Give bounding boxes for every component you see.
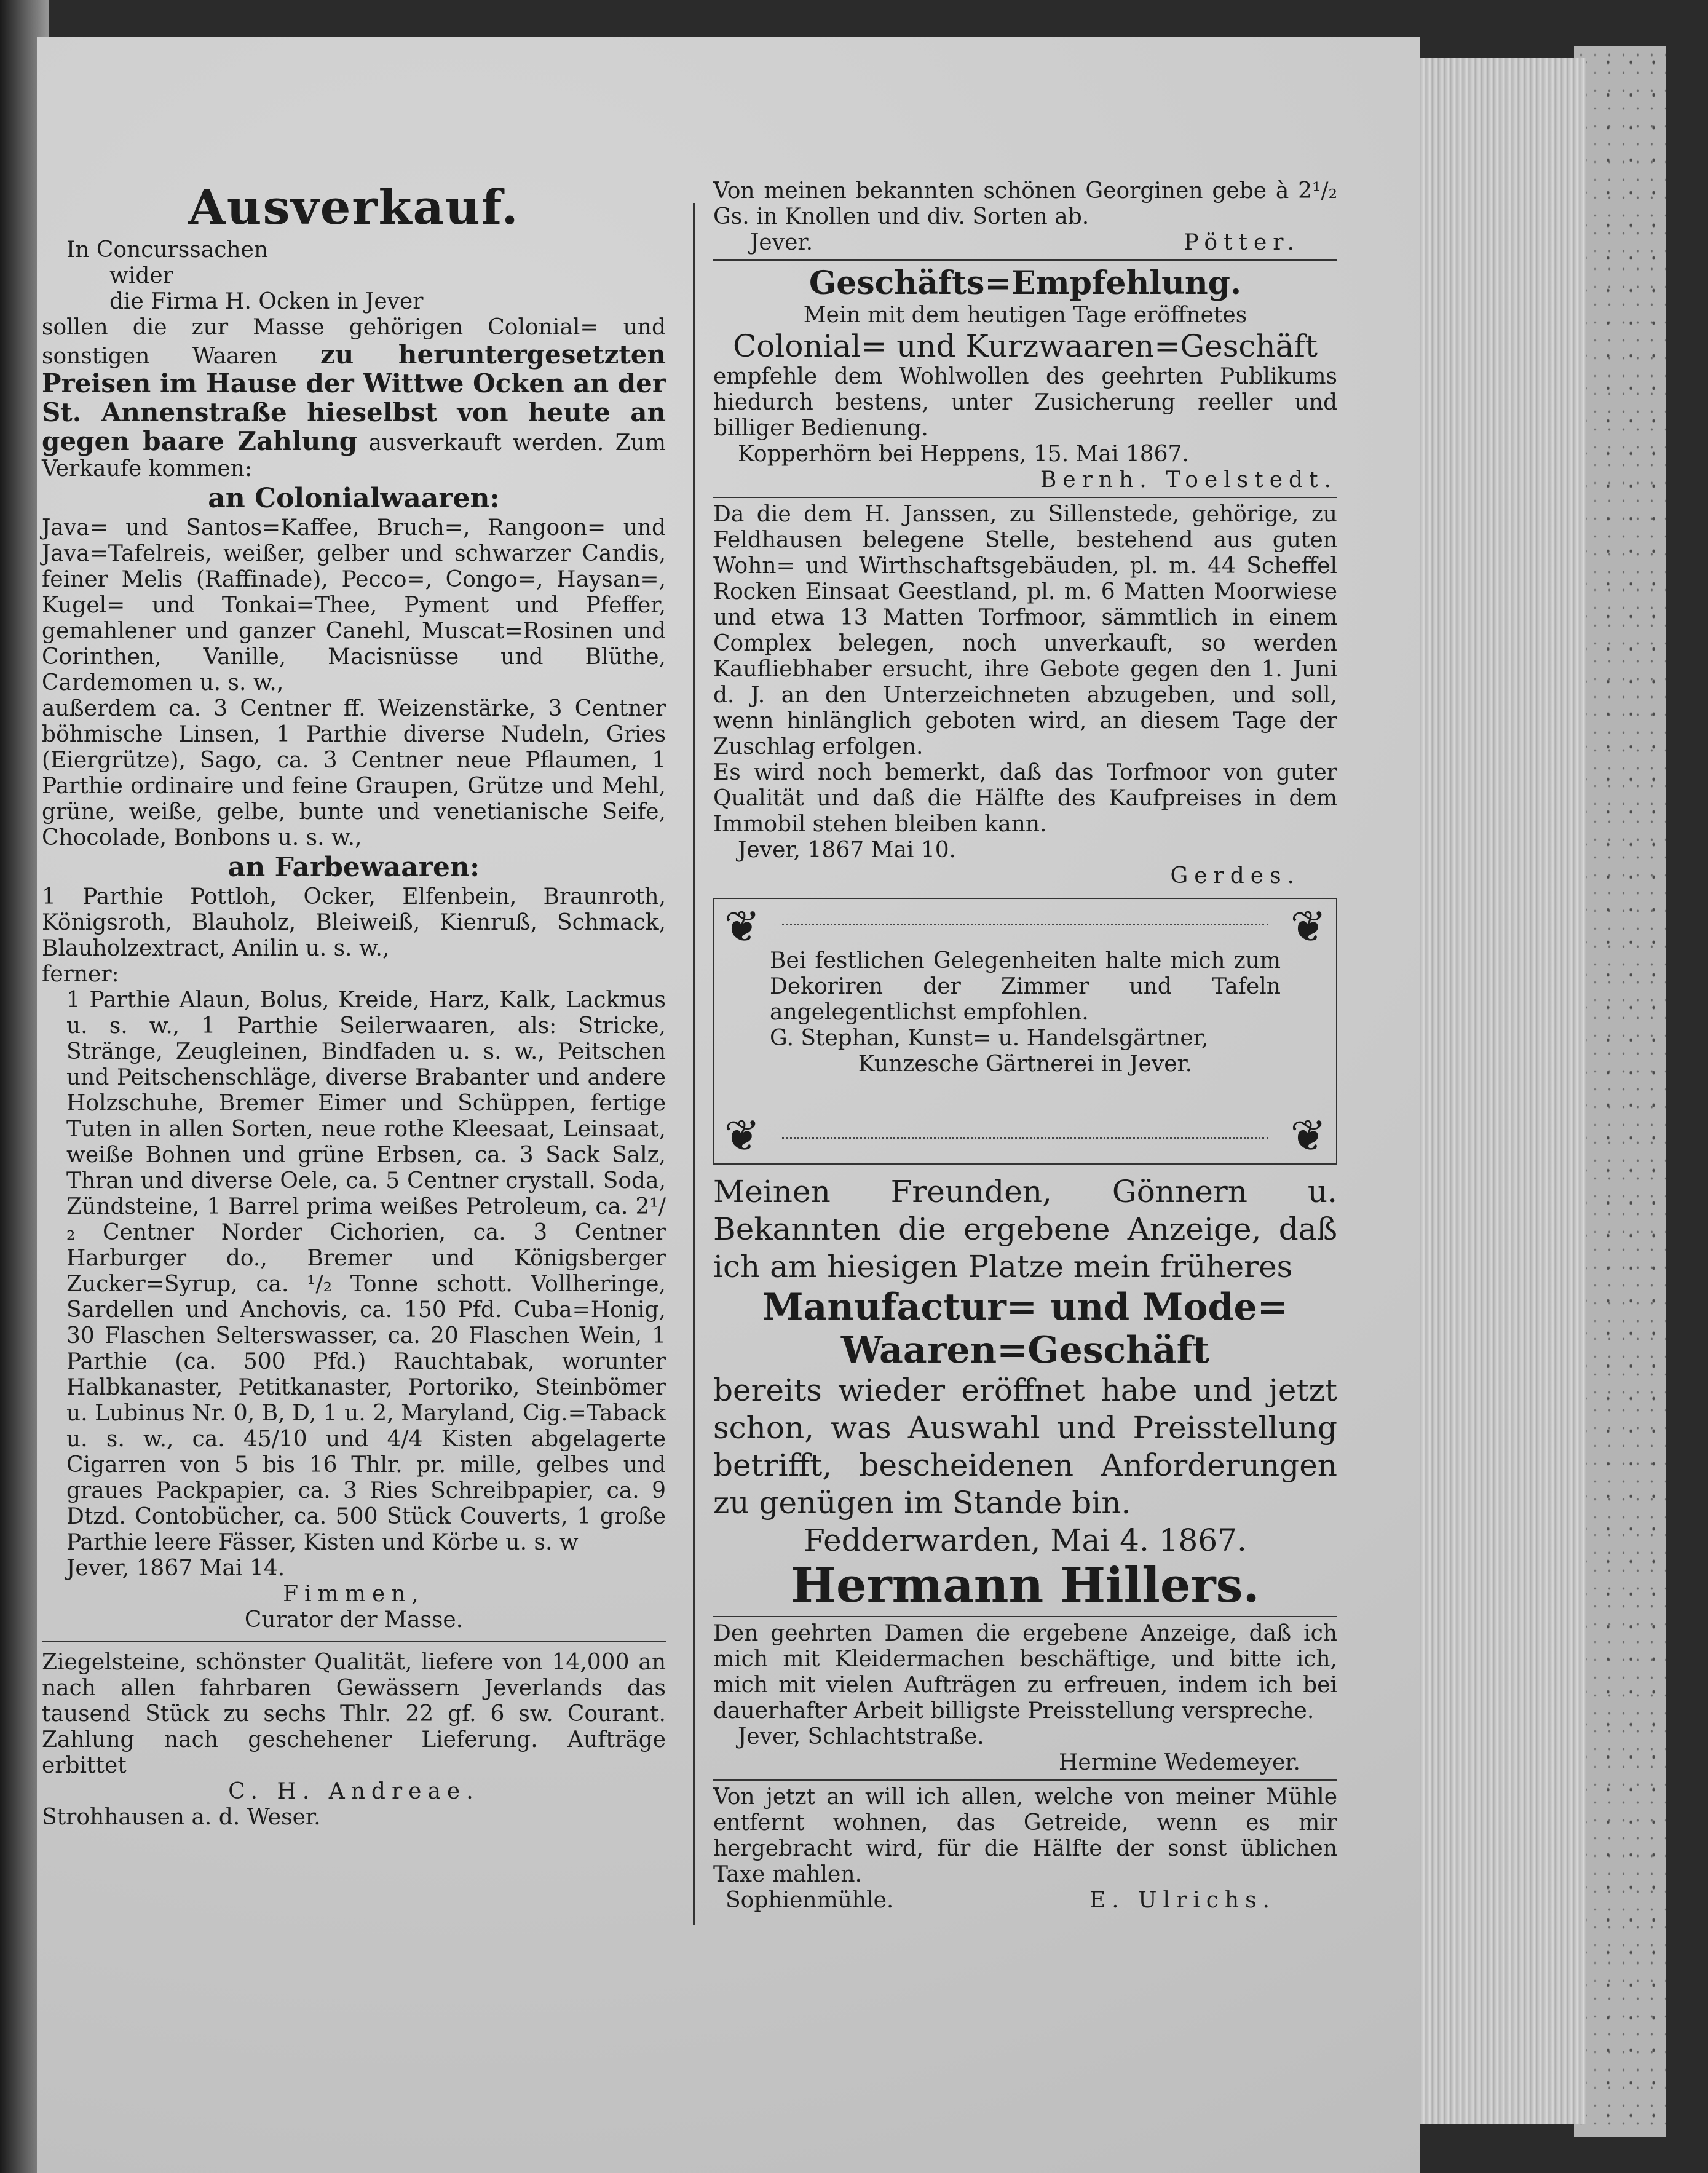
- heading-colonial: an Colonialwaaren:: [208, 483, 500, 514]
- separator: [713, 259, 1337, 261]
- ad4-signature: G. Stephan, Kunst= u. Handelsgärtner,: [770, 1026, 1209, 1051]
- intro-line-1: In Concurssachen: [66, 237, 269, 263]
- ad2-line-1: Mein mit dem heutigen Tage eröffnetes: [803, 303, 1247, 328]
- ad5-signature: Hermann Hillers.: [791, 1558, 1260, 1613]
- separator: [42, 1641, 666, 1642]
- signature-poetter: Pötter.: [1184, 230, 1300, 255]
- ad4-signature-2: Kunzesche Gärtnerei in Jever.: [858, 1051, 1193, 1077]
- ornament-icon: ❦: [724, 1110, 761, 1161]
- signature-gerdes: Gerdes.: [1170, 863, 1300, 889]
- signature-fimmen: Fimmen,: [283, 1581, 425, 1607]
- signature-ulrichs: E. Ulrichs.: [1089, 1888, 1276, 1913]
- signature-wedemeyer: Hermine Wedemeyer.: [1059, 1750, 1300, 1775]
- left-column: [42, 178, 666, 1831]
- ad5-line-4: bereits wieder eröffnet habe und jetzt schon, was Auswahl und Preisstellung betrifft, bescheidenen Anforderungen zu genügen im Stande bin.: [713, 1372, 1337, 1521]
- ad3-date: Jever, 1867 Mai 10.: [738, 837, 957, 863]
- body-bold: zu heruntergesetzten Preisen im Hause der Wittwe Ocken an der St. Annenstraße hieselbst von heute an gegen baare Zahlung: [42, 339, 666, 456]
- vine-border: [782, 1137, 1268, 1157]
- ornament-icon: ❦: [724, 901, 761, 952]
- vine-border: [782, 924, 1268, 944]
- farbe-list: 1 Parthie Pottloh, Ocker, Elfenbein, Braunroth, Königsroth, Blauholz, Bleiweiß, Kienruß, Schmack, Blauholzextract, Anilin u. s. w.,: [42, 884, 666, 961]
- ad-ziegelsteine: Ziegelsteine, schönster Qualität, liefere von 14,000 an nach allen fahrbaren Gewässern Jeverlands das tausend Stück zu sechs Thlr. 22 gf. 6 sw. Courant. Zahlung nach geschehener Lieferung. Aufträge erbittet: [42, 1650, 666, 1778]
- column-divider: [693, 203, 695, 1925]
- separator: [713, 497, 1337, 498]
- right-column: [713, 178, 1337, 1914]
- ad5-line-2: Manufactur= und Mode=: [762, 1286, 1288, 1329]
- ad-title-ausverkauf: Ausverkauf.: [188, 180, 520, 236]
- place-strohhausen: Strohhausen a. d. Weser.: [42, 1805, 321, 1830]
- signature-andreae: C. H. Andreae.: [228, 1779, 480, 1804]
- ad-title-geschaefts: Geschäfts=Empfehlung.: [809, 264, 1242, 302]
- body-text-2: ausverkauft werden. Zum Verkaufe kommen:: [42, 430, 666, 481]
- signature-toelstedt: Bernh. Toelstedt.: [1040, 467, 1337, 493]
- place-sophienmuehle: Sophienmühle.: [726, 1888, 894, 1913]
- ornamental-frame: [713, 898, 1337, 1165]
- place-jever: Jever.: [750, 230, 813, 255]
- signature-curator: Curator der Masse.: [244, 1607, 464, 1633]
- date-left: Jever, 1867 Mai 14.: [66, 1556, 285, 1581]
- ad5-date: Fedderwarden, Mai 4. 1867.: [804, 1522, 1247, 1558]
- ad4-body: Bei festlichen Gelegenheiten halte mich zum Dekoriren der Zimmer und Tafeln angelegentlichst empfohlen.: [770, 948, 1281, 1025]
- heading-farbe: an Farbewaaren:: [227, 852, 480, 883]
- ad-georginen: Von meinen bekannten schönen Georginen gebe à 2¹/₂ Gs. in Knollen und div. Sorten ab.: [713, 178, 1337, 229]
- ferner-label: ferner:: [42, 962, 119, 987]
- book-cover: [1574, 46, 1666, 2137]
- separator: [713, 1779, 1337, 1781]
- ferner-list: 1 Parthie Alaun, Bolus, Kreide, Harz, Kalk, Lackmus u. s. w., 1 Parthie Seilerwaaren, als: Stricke, Stränge, Zeugleinen, Bindfaden u. s. w., Peitschen und Peitschenschläge, diverse Brabanter und andere Holzschuhe, Bremer Eimer und Schüppen, fertige Tuten in allen Sorten, neue rothe Kleesaat, Leinsaat, weiße Bohnen und grüne Erbsen, ca. 3 Sack Salz, Thran und diverse Oele, ca. 5 Centner crystall. Soda, Zündsteine, 1 Barrel prima weißes Petroleum, ca. 2¹/₂ Centner Norder Cichorien, ca. 3 Centner Harburger do., Bremer und Königsberger Zucker=Syrup, ca. ¹/₂ Tonne schott. Vollheringe, Sardellen und Anchovis, ca. 150 Pfd. Cuba=Honig, 30 Flaschen Selterswasser, ca. 20 Flaschen Wein, 1 Parthie (ca. 500 Pfd.) Rauchtabak, worunter Halbkanaster, Petitkanaster, Portoriko, Steinbömer u. Lubinus Nr. 0, B, D, 1 u. 2, Maryland, Cig.=Taback u. s. w., ca. 45/10 und 4/4 Kisten abgelagerte Cigarren von 5 bis 16 Thlr. pr. mille, gelbes und graues Packpapier, ca. 3 Ries Schreibpapier, ca. 9 Dtzd. Contobücher, ca. 500 Stück Couverts, 1 große Parthie leere Fässer, Kisten und Körbe u. s. w: [66, 988, 666, 1555]
- ad2-place: Kopperhörn bei Heppens, 15. Mai 1867.: [738, 441, 1189, 467]
- page-stack-edge: [1408, 58, 1586, 2124]
- colonial-list-2: außerdem ca. 3 Centner ff. Weizenstärke, 3 Centner böhmische Linsen, 1 Parthie diverse Nudeln, Gries (Eiergrütze), Sago, ca. 3 Centner neue Pflaumen, 1 Parthie ordinaire und feine Graupen, Grütze und Mehl, grüne, weiße, gelbe, bunte und venetianische Seife, Chocolade, Bonbons u. s. w.,: [42, 696, 666, 850]
- ornament-icon: ❦: [1290, 1110, 1327, 1161]
- ad2-body: empfehle dem Wohlwollen des geehrten Publikums hiedurch bestens, unter Zusicherung reeller und billiger Bedienung.: [713, 364, 1337, 441]
- ad6-place: Jever, Schlachtstraße.: [738, 1724, 984, 1749]
- ad3-body: Da die dem H. Janssen, zu Sillenstede, gehörige, zu Feldhausen belegene Stelle, bestehend aus guten Wohn= und Wirthschaftsgebäuden, pl. m. 44 Scheffel Rocken Einsaat Geestland, pl. m. 6 Matten Moorwiese und etwa 13 Matten Torfmoor, sämmtlich in einem Complex belegen, noch unverkauft, so werden Kaufliebhaber ersucht, ihre Gebote gegen den 1. Juni d. J. an den Unterzeichneten abzugeben, und soll, wenn hinlänglich geboten wird, an diesem Tage der Zuschlag erfolgen.: [713, 502, 1337, 759]
- ad5-line-1: Meinen Freunden, Gönnern u. Bekannten die ergebene Anzeige, daß ich am hiesigen Platze mein früheres: [713, 1174, 1337, 1284]
- intro-line-2: wider: [109, 263, 173, 288]
- ad7-body: Von jetzt an will ich allen, welche von meiner Mühle entfernt wohnen, das Getreide, wenn es mir hergebracht wird, für die Hälfte der sonst üblichen Taxe mahlen.: [713, 1784, 1337, 1887]
- body-text-1: sollen die zur Masse gehörigen Colonial= und sonstigen Waaren: [42, 315, 666, 369]
- ad3-body-2: Es wird noch bemerkt, daß das Torfmoor von guter Qualität und daß die Hälfte des Kaufpreises in dem Immobil stehen bleiben kann.: [713, 760, 1337, 837]
- ad6-body: Den geehrten Damen die ergebene Anzeige, daß ich mich mit Kleidermachen beschäftige, und bitte ich, mich mit vielen Aufträgen zu erfreuen, indem ich bei dauerhafter Arbeit billigste Preisstellung verspreche.: [713, 1621, 1337, 1724]
- ad5-line-3: Waaren=Geschäft: [840, 1329, 1210, 1372]
- intro-line-3: die Firma H. Ocken in Jever: [109, 289, 424, 314]
- ornament-icon: ❦: [1290, 901, 1327, 952]
- colonial-list: Java= und Santos=Kaffee, Bruch=, Rangoon= und Java=Tafelreis, weißer, gelber und schwarzer Candis, feiner Melis (Raffinade), Pecco=, Congo=, Haysan=, Kugel= und Tonkai=Thee, Pyment und Pfeffer, gemahlener und ganzer Canehl, Muscat=Rosinen und Corinthen, Vanille, Macisnüsse und Blüthe, Cardemomen u. s. w.,: [42, 515, 666, 695]
- separator: [713, 1616, 1337, 1617]
- ad2-line-2: Colonial= und Kurzwaaren=Geschäft: [732, 328, 1318, 364]
